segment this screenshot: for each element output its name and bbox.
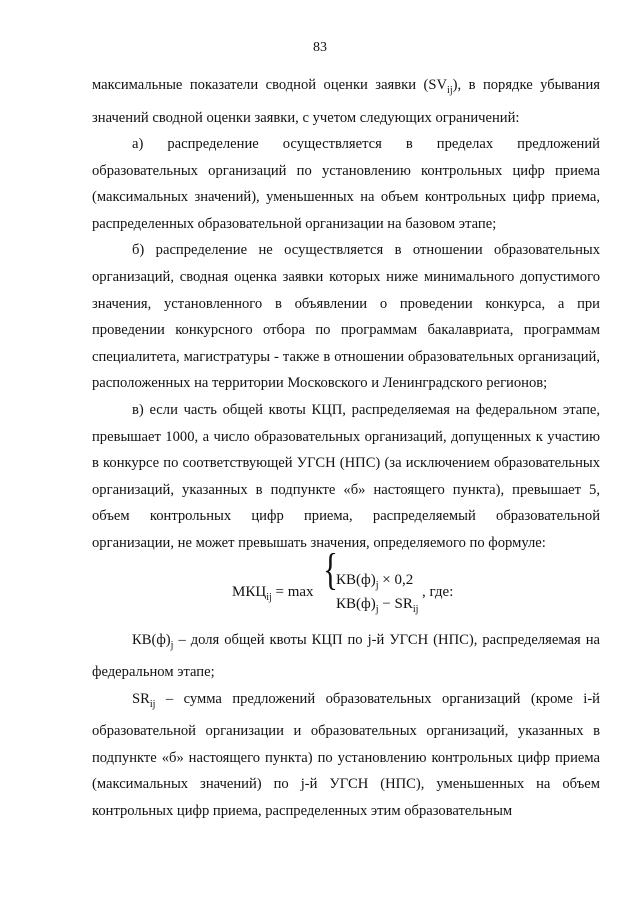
clause-b: б) распределение не осуществляется в отношении образовательных организаций, сводная оценка заявки которых ниже минимального допустимого значения, установленного в объявлении о проведении конкурса, а при проведении конкурсного отбора по программам бакалавриата, программам специалитета, магистратуры - также в отношении образовательных организаций, расположенных на территории Московского и Ленинградского регионов; (92, 242, 600, 392)
definition-sr: $SR_{ij}$ – сумма предложений образовательных организаций (кроме i-й образовательной организации и образовательных организаций, указанных в подпункте «б» настоящего пункта) по установлению контрольных цифр приема (максимальных значений) по j-й УГСН (НПС), уменьшенных на объем контрольных цифр приема, распределенных этим образовательным (92, 690, 600, 819)
intro-text: максимальные показатели сводной оценки заявки (SV (92, 77, 448, 93)
intro-sub: ij (447, 84, 453, 96)
formula-lhs: $МКЦ_{ij} = \max$ (232, 583, 314, 603)
document-body (92, 72, 600, 825)
definition-kv: $КВ(ф)_j$ – доля общей квоты КЦП по j-й УГСН (НПС), распределяемая на федеральном этапе; (92, 631, 600, 681)
intro-tail: ), в порядке убывания значений сводной оценки заявки, с учетом следующих ограничений: (92, 77, 600, 126)
page-number: 83 (313, 40, 327, 55)
formula (92, 544, 600, 621)
intro-paragraph (92, 72, 600, 131)
clause-v: в) если часть общей квоты КЦП, распределяемая на федеральном этапе, превышает 1000, а число образовательных организаций, допущенных к участию в конкурсе по соответствующей УГСН (НПС) (за исключением образовательных организаций, указанных в подпункте «б» настоящего пункта), превышает 5, объем контрольных цифр приема, распределяемый образовательной организации, не может превышать значения, определяемого по формуле: (92, 402, 600, 551)
formula-tail: , где: (422, 583, 454, 600)
formula-line2: $КВ(ф)_j - SR_{ij}$ (336, 595, 419, 615)
formula-brace: { (323, 544, 338, 594)
clause-a: а) распределение осуществляется в пределах предложений образовательных организаций по установлению контрольных цифр приема (максимальных значений), уменьшенных на объем контрольных цифр приема, распределенных образовательной организации на базовом этапе; (92, 136, 600, 232)
formula-line1: $КВ(ф)_j \times 0,2$ (336, 571, 414, 591)
